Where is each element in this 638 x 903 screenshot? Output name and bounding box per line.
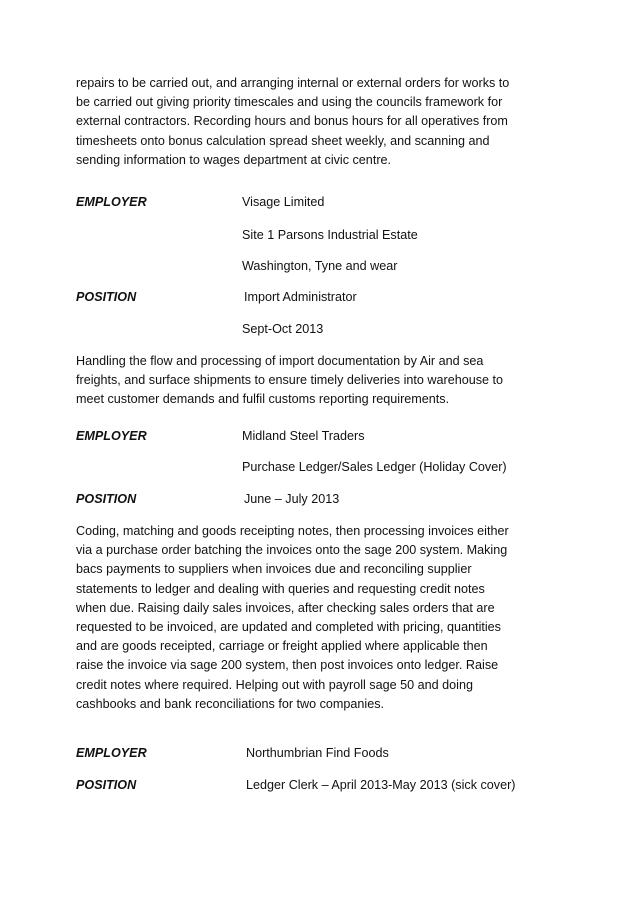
paragraph-line: credit notes where required. Helping out with payroll sage 50 and doing bbox=[76, 677, 473, 692]
paragraph-line: and are goods receipted, carriage or freight applied where applicable then bbox=[76, 639, 488, 654]
paragraph-line: cashbooks and bank reconciliations for two companies. bbox=[76, 696, 385, 711]
position-label: POSITION bbox=[76, 492, 137, 506]
employer-row-visage bbox=[76, 192, 576, 212]
position-label: POSITION bbox=[76, 778, 137, 792]
paragraph-line: Handling the flow and processing of import documentation by Air and sea bbox=[76, 354, 484, 368]
position-label: POSITION bbox=[76, 290, 137, 304]
employer-label: EMPLOYER bbox=[76, 429, 147, 443]
intro-paragraph bbox=[76, 74, 576, 170]
paragraph-line: external contractors. Recording hours and bonus hours for all operatives from bbox=[76, 114, 508, 129]
paragraph-line: freights, and surface shipments to ensure timely deliveries into warehouse to bbox=[76, 373, 504, 388]
dates-row bbox=[76, 319, 576, 339]
employer-label: EMPLOYER bbox=[76, 195, 147, 209]
employer-label: EMPLOYER bbox=[76, 746, 147, 760]
employment-dates: June – July 2013 bbox=[244, 492, 340, 506]
position-title: Ledger Clerk – April 2013-May 2013 (sick cover) bbox=[246, 778, 516, 792]
role-detail: Purchase Ledger/Sales Ledger (Holiday Cover) bbox=[242, 460, 507, 474]
paragraph-line: statements to ledger and dealing with queries and requesting credit notes bbox=[76, 581, 485, 596]
paragraph-line: requested to be invoiced, are updated and completed with pricing, quantities bbox=[76, 620, 501, 635]
employer-name: Visage Limited bbox=[242, 195, 325, 209]
position-title: Import Administrator bbox=[244, 290, 357, 304]
role-detail-row bbox=[76, 457, 576, 477]
address-row bbox=[76, 225, 576, 245]
address-row bbox=[76, 256, 576, 276]
paragraph-line: timesheets onto bonus calculation spread sheet weekly, and scanning and bbox=[76, 133, 490, 148]
position-row-northumbrian bbox=[76, 775, 576, 795]
employment-dates: Sept-Oct 2013 bbox=[242, 322, 324, 336]
paragraph-line: via a purchase order batching the invoices onto the sage 200 system. Making bbox=[76, 543, 508, 558]
paragraph-line: repairs to be carried out, and arranging internal or external orders for works to bbox=[76, 76, 510, 90]
paragraph-line: bacs payments to suppliers when invoices due and reconciling supplier bbox=[76, 562, 472, 577]
paragraph-line: raise the invoice via sage 200 system, then post invoices onto ledger. Raise bbox=[76, 658, 499, 673]
position-row-midland bbox=[76, 489, 576, 509]
position-row-visage bbox=[76, 287, 576, 307]
paragraph-line: meet customer demands and fulfil customs reporting requirements. bbox=[76, 392, 450, 407]
paragraph-line: be carried out giving priority timescales and using the councils framework for bbox=[76, 95, 503, 110]
employer-row-midland bbox=[76, 426, 576, 446]
employer-name: Midland Steel Traders bbox=[242, 429, 365, 443]
address-line-1: Site 1 Parsons Industrial Estate bbox=[242, 228, 418, 242]
paragraph-line: sending information to wages department at civic centre. bbox=[76, 152, 392, 167]
job-description-midland bbox=[76, 522, 576, 714]
paragraph-line: when due. Raising daily sales invoices, after checking sales orders that are bbox=[76, 600, 495, 615]
employer-row-northumbrian bbox=[76, 743, 576, 763]
address-line-2: Washington, Tyne and wear bbox=[242, 259, 398, 273]
paragraph-line: Coding, matching and goods receipting notes, then processing invoices either bbox=[76, 524, 509, 538]
employer-name: Northumbrian Find Foods bbox=[246, 746, 389, 760]
job-description-visage bbox=[76, 352, 576, 410]
